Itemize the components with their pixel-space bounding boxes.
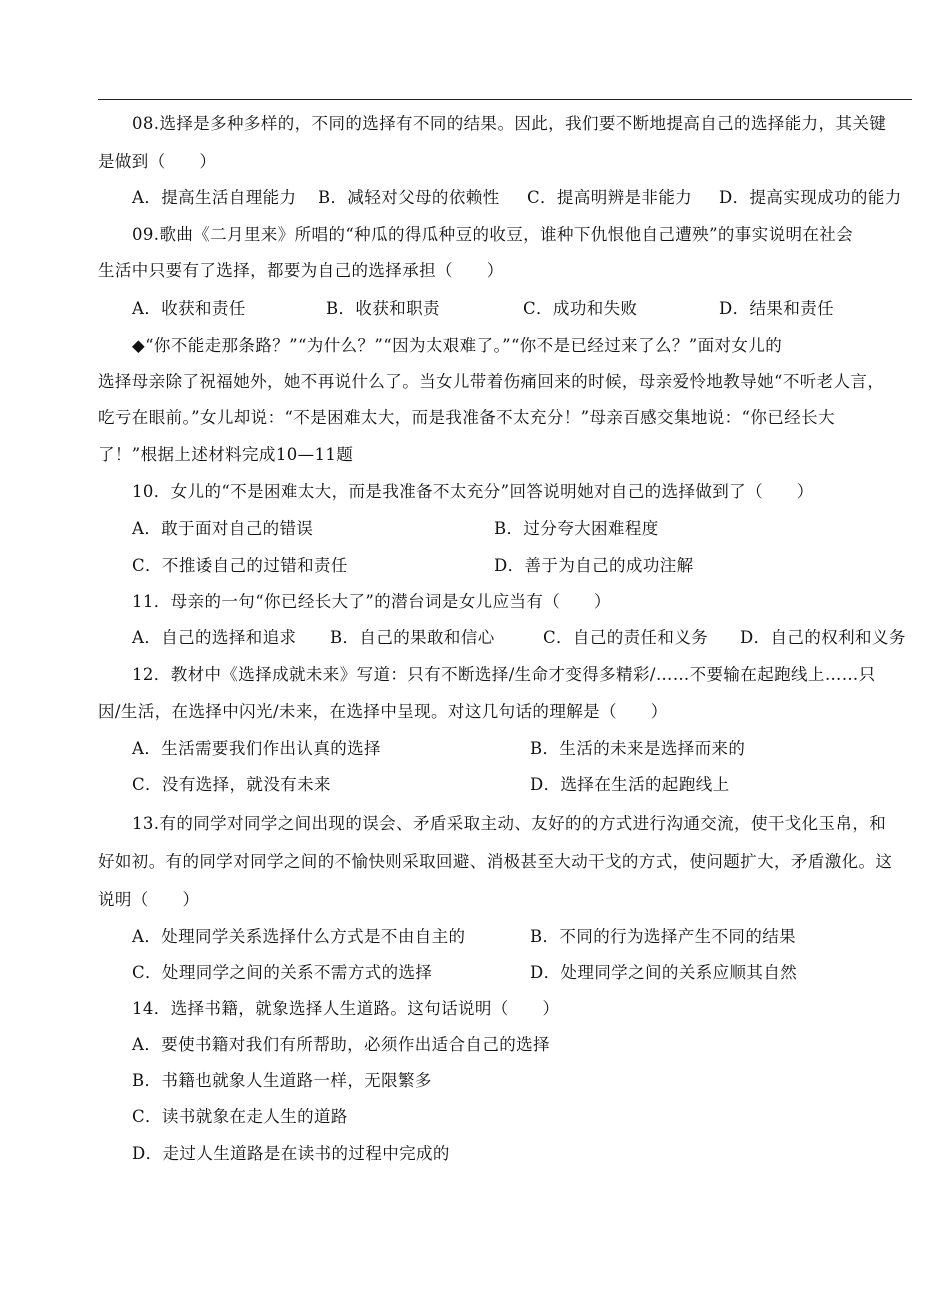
q09-stem-line1: 09.歌曲《二月里来》所唱的“种瓜的得瓜种豆的收豆，谁种下仇恨他自己遭殃”的事实说明在社会 <box>132 225 854 244</box>
q12-stem-line2: 因/生活，在选择中闪光/未来，在选择中呈现。对这几句话的理解是（ ） <box>98 702 668 721</box>
q13-stem-line1: 13.有的同学对同学之间出现的误会、矛盾采取主动、友好的的方式进行沟通交流，使干戈化玉帛，和 <box>132 814 887 833</box>
q10-stem-line1: 10．女儿的“不是困难太大，而是我准备不太充分”回答说明她对自己的选择做到了（ ） <box>132 482 814 501</box>
q11-option-b: B．自己的果敢和信心 <box>330 628 495 647</box>
q13-option-b: B．不同的行为选择产生不同的结果 <box>530 927 797 946</box>
q11-option-c: C．自己的责任和义务 <box>543 628 709 647</box>
q14-option-b: B．书籍也就象人生道路一样，无限繁多 <box>132 1071 432 1090</box>
q13-option-a: A．处理同学关系选择什么方式是不由自主的 <box>132 927 466 946</box>
q08-option-b: B．减轻对父母的依赖性 <box>318 188 500 207</box>
q09-stem-line2: 生活中只要有了选择，都要为自己的选择承担（ ） <box>98 261 504 280</box>
q14-stem-line1: 14．选择书籍，就象选择人生道路。这句话说明（ ） <box>132 999 560 1018</box>
q09-option-b: B．收获和职责 <box>326 299 440 318</box>
q11-option-a: A．自己的选择和追求 <box>132 628 297 647</box>
q08-option-a: A．提高生活自理能力 <box>132 188 297 207</box>
q09-option-c: C．成功和失败 <box>523 299 638 318</box>
q10-option-d: D．善于为自己的成功注解 <box>494 556 694 575</box>
q08-stem-line1: 08.选择是多种多样的，不同的选择有不同的结果。因此，我们要不断地提高自己的选择能力，其关键 <box>132 114 887 133</box>
material-line4: 了！”根据上述材料完成10—11题 <box>98 445 354 464</box>
q12-stem-line1: 12．教材中《选择成就未来》写道：只有不断选择/生命才变得多精彩/……不要输在起跑线上……只 <box>132 665 876 684</box>
q14-option-a: A．要使书籍对我们有所帮助，必须作出适合自己的选择 <box>132 1035 550 1054</box>
q11-stem-line1: 11．母亲的一句“你已经长大了”的潜台词是女儿应当有（ ） <box>132 592 611 611</box>
q14-option-d: D．走过人生道路是在读书的过程中完成的 <box>132 1144 450 1163</box>
q14-option-c: C．读书就象在走人生的道路 <box>132 1107 348 1126</box>
q09-option-a: A．收获和责任 <box>132 299 246 318</box>
q10-option-b: B．过分夸大困难程度 <box>494 519 659 538</box>
q10-option-a: A．敢于面对自己的错误 <box>132 519 314 538</box>
q09-option-d: D．结果和责任 <box>719 299 835 318</box>
q12-option-a: A．生活需要我们作出认真的选择 <box>132 739 381 758</box>
q10-option-c: C．不推诿自己的过错和责任 <box>132 556 348 575</box>
q13-option-d: D．处理同学之间的关系应顺其自然 <box>530 963 798 982</box>
q12-option-c: C．没有选择，就没有未来 <box>132 775 331 794</box>
q11-option-d: D．自己的权利和义务 <box>740 628 906 647</box>
q12-option-b: B．生活的未来是选择而来的 <box>530 739 746 758</box>
q08-option-d: D．提高实现成功的能力 <box>719 188 902 207</box>
q13-option-c: C．处理同学之间的关系不需方式的选择 <box>132 963 433 982</box>
material-line2: 选择母亲除了祝福她外，她不再说什么了。当女儿带着伤痛回来的时候，母亲爱怜地教导她“不听老人言， <box>98 372 885 391</box>
material-line1: ◆“你不能走那条路？”“为什么？”“因为太艰难了。”“你不是已经过来了么？”面对女儿的 <box>132 336 783 355</box>
q13-stem-line2: 好如初。有的同学对同学之间的不愉快则采取回避、消极甚至大动干戈的方式，使问题扩大，矛盾激化。这 <box>98 852 893 871</box>
q13-stem-line3: 说明（ ） <box>98 890 200 909</box>
material-line3: 吃亏在眼前。”女儿却说：“不是困难太大，而是我准备不太充分！”母亲百感交集地说：“你已经长大 <box>98 408 835 427</box>
q12-option-d: D．选择在生活的起跑线上 <box>530 775 730 794</box>
header-rule <box>98 99 912 100</box>
q08-stem-line2: 是做到（ ） <box>98 152 217 171</box>
q08-option-c: C．提高明辨是非能力 <box>527 188 693 207</box>
